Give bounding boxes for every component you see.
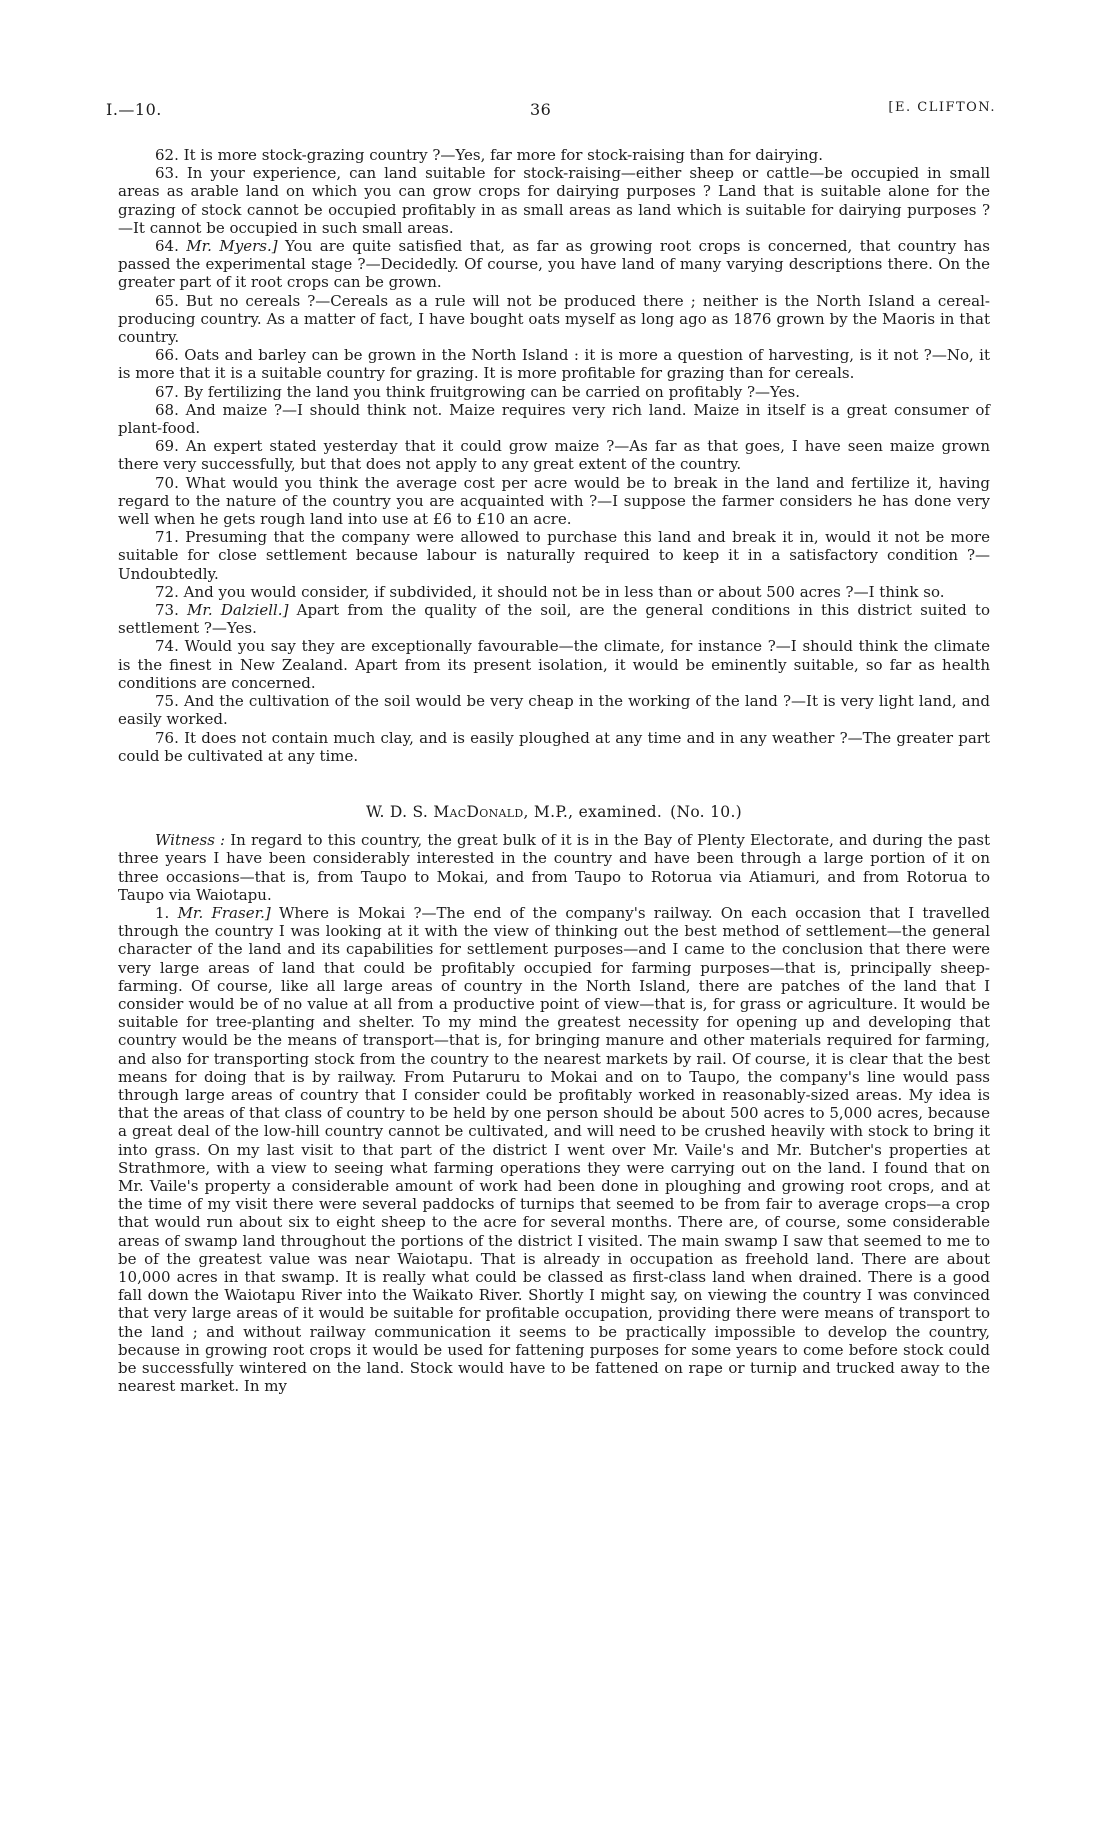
speaker-label: Mr. Fraser.] xyxy=(177,903,271,922)
question-66: 66. Oats and barley can be grown in the North Island : it is more a question of harvesting, is it not ?—No, it is more that it is a suitable country for grazing. It is more profitable for grazing than for cereals. xyxy=(118,346,990,383)
page-header xyxy=(106,100,996,124)
witness-label: Witness : xyxy=(155,831,226,850)
question-67: 67. By fertilizing the land you think fruitgrowing can be carried on profitably ?—Yes. xyxy=(155,382,800,401)
macdonald-evidence xyxy=(118,831,990,1395)
question-69: 69. An expert stated yesterday that it could grow maize ?—As far as that goes, I have seen maize grown there very successfully, but that does not apply to any great extent of the country. xyxy=(118,437,990,474)
question-75: 75. And the cultivation of the soil would be very cheap in the working of the land ?—It is very light land, and easily worked. xyxy=(118,692,990,729)
question-62: 62. It is more stock-grazing country ?—Yes, far more for stock-raising than for dairying. xyxy=(155,146,824,164)
question-68: 68. And maize ?—I should think not. Maize requires very rich land. Maize in itself is a great consumer of plant-food. xyxy=(118,400,990,438)
question-63: 63. In your experience, can land suitable for stock-raising—either sheep or cattle—be occupied in small areas as arable land on which you can grow crops for dairying purposes ? Land that is suitable alone for the grazing of stock cannot be occupied profitably in as small areas as land which is suitable for dairying purposes ?—It cannot be occupied in such small areas. xyxy=(118,164,990,237)
question-73: 73. Mr. Dalziell.] Apart from the quality of the soil, are the general conditions in this district suited to settlement ?—Yes. xyxy=(118,601,990,638)
question-70: 70. What would you think the average cost per acre would be to break in the land and fertilize it, having regard to the nature of the country you are acquainted with ?—I suppose the farmer considers he has done very well when he gets rough land into use at £6 to £10 an acre. xyxy=(118,473,990,529)
question-1: 1. Mr. Fraser.] Where is Mokai ?—The end of the company's railway. On each occasion that I travelled through the country I was looking at it with the view of thinking out the best method of settlement—the general character of the land and its capabilities for settlement purposes—and I came to the conclusion that there were very large areas of land that could be profitably occupied for farming purposes—that is, principally sheep-farming. Of course, like all large areas of country in the North Island, there are patches of the land that I consider would be of no value at all from a productive point of view—that is, for grass or agriculture. It would be suitable for tree-planting and shelter. To my mind the greatest necessity for opening up and developing that country would be the means of transport—that is, for bringing manure and other materials required for farming, and also for transporting stock from the country to the nearest markets by rail. Of course, it is clear that the best means for doing that is by railway. From Putaruru to Mokai and on to Taupo, the company's line would pass through large areas of country that I consider could be profitably worked in reasonably-sized areas. My idea is that the areas of that class of country to be held by one person should be about 500 acres to 5,000 acres, because a great deal of the low-hill country cannot be cultivated, and will need to be crushed heavily with stock to bring it into grass. On my last visit to that part of the district I went over Mr. Vaile's and Mr. Butcher's properties at Strathmore, with a view to seeing what farming operations they were carrying out on the land. I found that on Mr. Vaile's property a considerable amount of work had been done in ploughing and growing root crops, and at the time of my visit there were several paddocks of turnips that seemed to be from fair to average crops—a crop that would run about six to eight sheep to the acre for several months. There are, of course, some considerable areas of swamp land throughout the portions of the district I visited. The main swamp I saw that seemed to me to be of the greatest value was near Waiotapu. That is already in occupation as freehold land. There are about 10,000 acres in that swamp. It is really what could be classed as first-class land when drained. There is a good fall down the Waiotapu River into the Waikato River. Shortly I might say, on viewing the country I was convinced that very large areas of it would be suitable for profitable occupation, providing there were means of transport to the land ; and without railway communication it seems to be practically impossible to develop the country, because in growing root crops it would be used for fattening purposes for some years to come before stock could be successfully wintered on the land. Stock would have to be fattened on rape or turnip and trucked away to the nearest market. In my xyxy=(118,903,990,1396)
page-number: 36 xyxy=(530,100,552,119)
witness-running-head: [E. CLIFTON. xyxy=(888,100,996,115)
question-72: 72. And you would consider, if subdivided, it should not be in less than or about 500 acres ?—I think so. xyxy=(155,582,945,601)
question-65: 65. But no cereals ?—Cereals as a rule will not be produced there ; neither is the North Island a cereal-producing country. As a matter of fact, I have bought oats myself as long ago as 1876 grown by the Maoris in that country. xyxy=(118,291,990,347)
witness-heading: W. D. S. MacDonald, M.P., examined. (No. 10.) xyxy=(365,802,743,821)
question-76: 76. It does not contain much clay, and is easily ploughed at any time and in any weather ?—The greater part could be cultivated at any time. xyxy=(118,728,990,765)
question-71: 71. Presuming that the company were allowed to purchase this land and break it in, would it not be more suitable for close settlement because labour is naturally required to keep it in a satisfactory condition ?—Undoubtedly. xyxy=(118,528,990,583)
body-text xyxy=(118,146,990,1395)
speaker-label: Mr. Myers.] xyxy=(186,237,278,256)
question-74: 74. Would you say they are exceptionally favourable—the climate, for instance ?—I should think the climate is the finest in New Zealand. Apart from its present isolation, it would be eminently suitable, so far as health conditions are concerned. xyxy=(118,637,990,692)
speaker-label: Mr. Dalziell.] xyxy=(187,601,289,620)
paper-reference: I.—10. xyxy=(106,100,162,119)
witness-statement: Witness : In regard to this country, the great bulk of it is in the Bay of Plenty Electorate, and during the past three years I have been considerably interested in the country and have been through a large portion of it on three occasions—that is, from Taupo to Mokai, and from Taupo to Rotorua via Atiamuri, and from Rotorua to Taupo via Waiotapu. xyxy=(118,831,990,904)
clifton-evidence xyxy=(118,146,990,765)
question-64: 64. Mr. Myers.] You are quite satisfied that, as far as growing root crops is concerned, that country has passed the experimental stage ?—Decidedly. Of course, you have land of many varying descriptions there. On the greater part of it root crops can be grown. xyxy=(118,237,990,292)
